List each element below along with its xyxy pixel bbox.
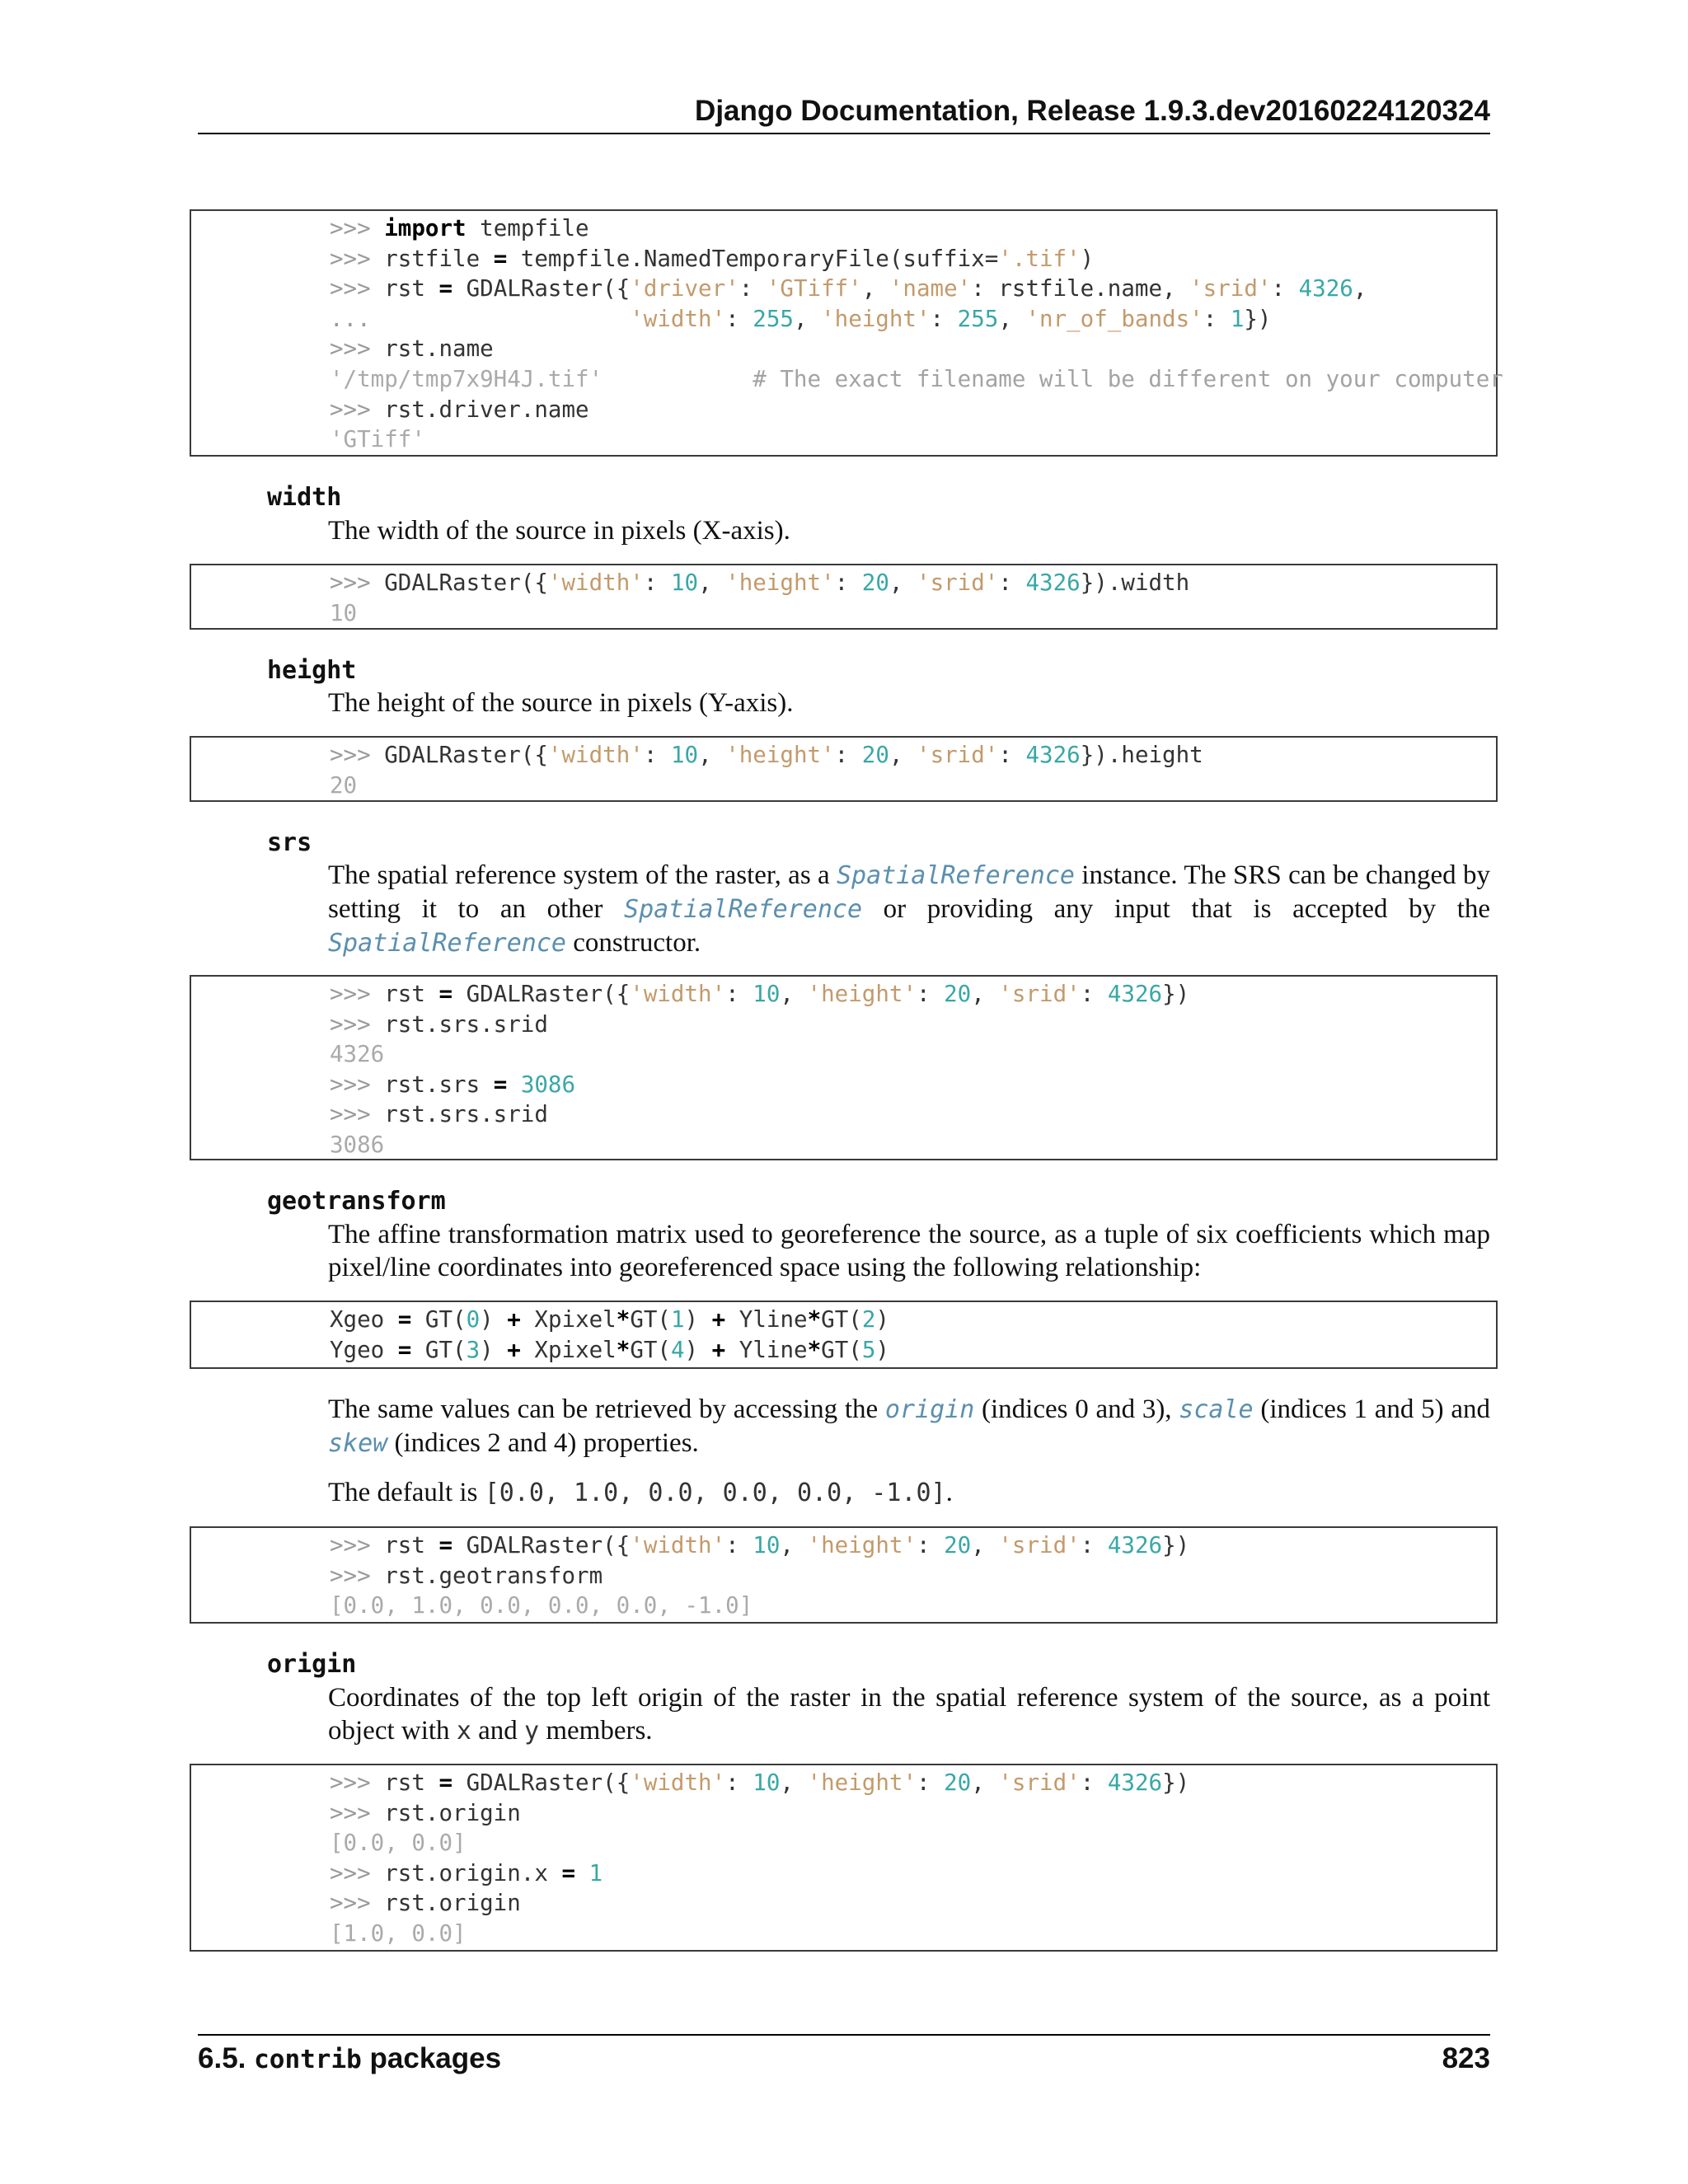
section-mono: contrib <box>254 2045 362 2074</box>
code-height <box>330 740 1203 800</box>
code-line: >>> rst.geotransform <box>330 1562 603 1589</box>
attribute-term-srs: srs <box>267 828 312 857</box>
attribute-desc-srs: The spatial reference system of the raster, as a SpatialReference instance. The SRS can be changed by setting it to an other SpatialReference or providing any input that is accepted by the SpatialReference constructor. <box>328 860 1491 958</box>
code-line: >>> rst.name <box>330 335 494 363</box>
code-line: 20 <box>330 771 358 799</box>
header-title: Django Documentation, Release 1.9.3.dev20160224120324 <box>695 95 1490 127</box>
code-line: >>> rst.srs.srid <box>330 1101 548 1128</box>
code-line: >>> rst.origin <box>330 1799 521 1826</box>
code-block-formula <box>190 1301 1498 1369</box>
section-number: 6.5. <box>198 2042 246 2074</box>
code-srs <box>330 979 1189 1160</box>
literal-x: x <box>456 1717 471 1746</box>
code-line: >>> rst = GDALRaster({'width': 10, 'height': 20, 'srid': 4326}) <box>330 1532 1190 1558</box>
code-line: Ygeo = GT(3) + Xpixel*GT(4) + Yline*GT(5) <box>330 1336 889 1363</box>
code-line: 3086 <box>330 1131 385 1158</box>
code-formula <box>330 1305 889 1365</box>
attribute-desc-origin: Coordinates of the top left origin of the raster in the spatial reference system of the source, as a point object with x and y members. <box>328 1683 1490 1746</box>
link-scale[interactable]: scale <box>1179 1395 1254 1424</box>
code-geotransform <box>330 1530 1189 1621</box>
link-spatialreference[interactable]: SpatialReference <box>624 895 862 924</box>
code-line: >>> rst.driver.name <box>330 396 589 423</box>
running-header <box>198 87 1490 134</box>
attribute-desc-height: The height of the source in pixels (Y-axis). <box>328 688 794 718</box>
code-origin <box>330 1768 1189 1949</box>
code-line: >>> GDALRaster({'width': 10, 'height': 20, 'srid': 4326}).height <box>330 742 1203 768</box>
code-line: ... 'width': 255, 'height': 255, 'nr_of_bands': 1}) <box>330 305 1272 332</box>
literal-y: y <box>524 1717 540 1746</box>
default-value-literal: [0.0, 1.0, 0.0, 0.0, 0.0, -1.0] <box>484 1479 946 1507</box>
page-number: 823 <box>1442 2042 1490 2074</box>
code-block-width <box>190 564 1498 630</box>
geotransform-default-text: The default is [0.0, 1.0, 0.0, 0.0, 0.0, -1.0]. <box>328 1478 953 1507</box>
attribute-desc-geotransform: The affine transformation matrix used to georeference the source, as a tuple of six coefficients which map pixel/line coordinates into georeferenced space using the following relationship: <box>328 1220 1490 1282</box>
code-line: 10 <box>330 599 358 626</box>
code-block-height <box>190 736 1498 802</box>
code-line: >>> rstfile = tempfile.NamedTemporaryFile(suffix='.tif') <box>330 245 1095 272</box>
code-block-intro <box>190 209 1503 457</box>
code-block-origin <box>190 1764 1498 1952</box>
link-origin[interactable]: origin <box>884 1395 975 1424</box>
code-line: >>> rst = GDALRaster({'width': 10, 'height': 20, 'srid': 4326}) <box>330 981 1190 1007</box>
code-line: >>> import tempfile <box>330 215 589 241</box>
code-line: >>> GDALRaster({'width': 10, 'height': 20, 'srid': 4326}).width <box>330 569 1190 596</box>
code-line: >>> rst = GDALRaster({'width': 10, 'height': 20, 'srid': 4326}) <box>330 1769 1190 1796</box>
link-spatialreference[interactable]: SpatialReference <box>836 861 1075 890</box>
code-block-srs <box>190 975 1498 1160</box>
footer-rule <box>198 2034 1490 2036</box>
link-skew[interactable]: skew <box>328 1429 388 1458</box>
attribute-term-height: height <box>267 656 357 685</box>
code-block-geotransform <box>190 1526 1498 1624</box>
code-line: >>> rst.origin <box>330 1890 521 1917</box>
code-line: 4326 <box>330 1041 385 1068</box>
code-line: >>> rst = GDALRaster({'driver': 'GTiff', 'name': rstfile.name, 'srid': 4326, <box>330 275 1367 302</box>
code-line: >>> rst.srs = 3086 <box>330 1071 576 1098</box>
code-line: '/tmp/tmp7x9H4J.tif' # The exact filename will be different on your computer <box>330 365 1503 392</box>
footer-section <box>198 2042 501 2075</box>
section-name: packages <box>369 2042 502 2074</box>
code-intro <box>330 213 1503 455</box>
attribute-term-width: width <box>267 483 342 512</box>
code-line: [0.0, 1.0, 0.0, 0.0, 0.0, -1.0] <box>330 1592 753 1619</box>
attribute-term-geotransform: geotransform <box>267 1187 446 1216</box>
code-line: 'GTiff' <box>330 426 425 453</box>
attribute-desc-width: The width of the source in pixels (X-axis). <box>328 516 790 546</box>
code-width <box>330 568 1189 628</box>
code-line: >>> rst.origin.x = 1 <box>330 1859 603 1886</box>
code-line: >>> rst.srs.srid <box>330 1010 548 1038</box>
attribute-term-origin: origin <box>267 1650 357 1679</box>
code-line: [1.0, 0.0] <box>330 1919 467 1947</box>
code-line: [0.0, 0.0] <box>330 1830 467 1857</box>
geotransform-properties-text: The same values can be retrieved by accessing the origin (indices 0 and 3), scale (indices 1 and 5) and skew (indices 2 and 4) properties. <box>328 1394 1490 1458</box>
code-line: Xgeo = GT(0) + Xpixel*GT(1) + Yline*GT(2) <box>330 1306 889 1333</box>
link-spatialreference[interactable]: SpatialReference <box>328 929 566 958</box>
